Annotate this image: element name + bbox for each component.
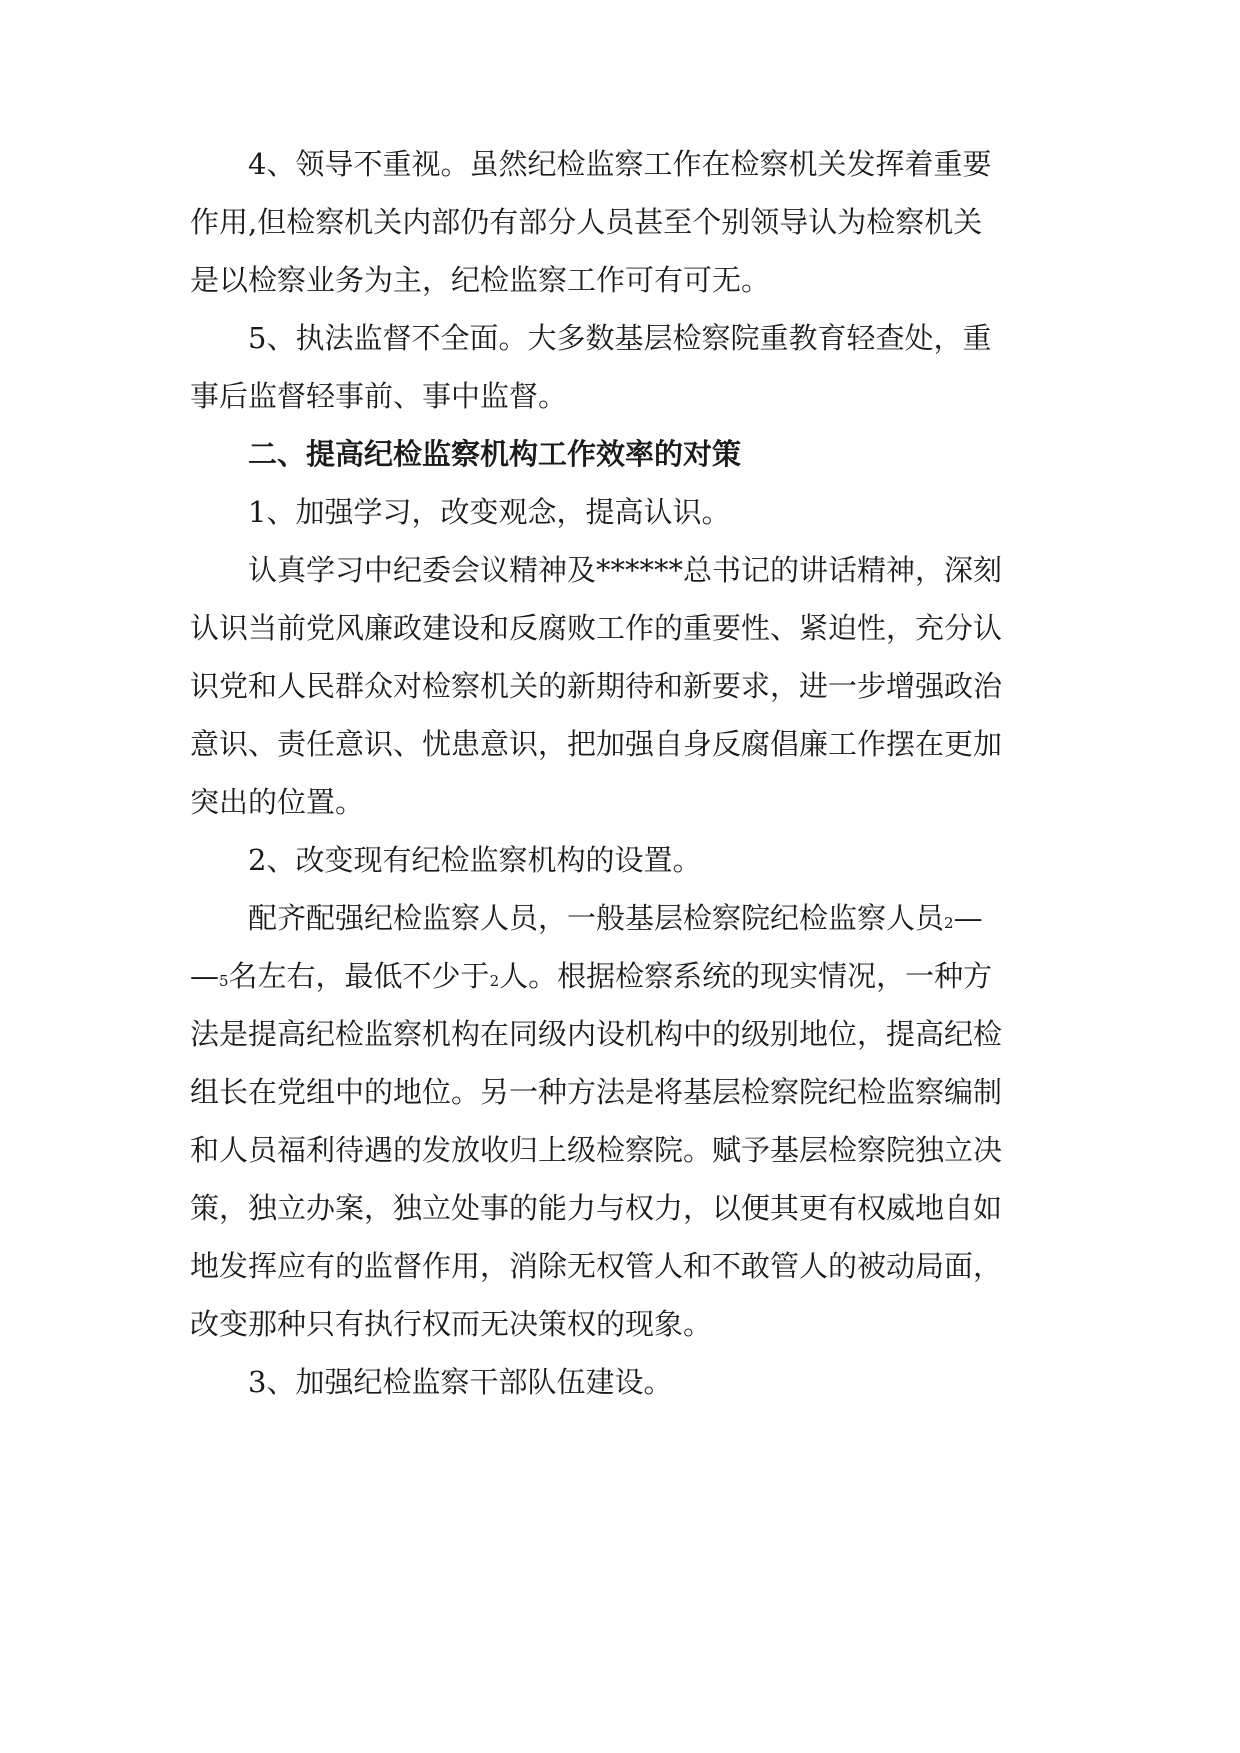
item-1-heading: 1、加强学习，改变观念，提高认识。 [248, 495, 731, 529]
staffing-paragraph-line-3: 法是提高纪检监察机构在同级内设机构中的级别地位，提高纪检 [190, 1017, 1003, 1051]
dash: — [190, 959, 219, 993]
paragraph-4-line-3: 是以检察业务为主，纪检监察工作可有可无。 [190, 263, 771, 297]
staffing-paragraph-line-8: 改变那种只有执行权而无决策权的现象。 [190, 1307, 713, 1341]
paragraph-4-line-1: 4、领导不重视。虽然纪检监察工作在检察机关发挥着重要 [248, 147, 992, 181]
staffing-number-2-min: 2 [489, 972, 500, 990]
paragraph-5-line-1: 5、执法监督不全面。大多数基层检察院重教育轻查处，重 [248, 321, 992, 355]
staffing-paragraph-line-1 [248, 901, 983, 935]
staffing-paragraph-line-2 [190, 959, 993, 993]
paragraph-4-line-2: 作用,但检察机关内部仍有部分人员甚至个别领导认为检察机关 [190, 205, 983, 239]
study-paragraph-line-1: 认真学习中纪委会议精神及******总书记的讲话精神，深刻 [248, 553, 1003, 587]
staffing-line-2-text-a: 名左右，最低不少于 [228, 959, 490, 993]
study-paragraph-line-5: 突出的位置。 [190, 785, 365, 819]
staffing-paragraph-line-4: 组长在党组中的地位。另一种方法是将基层检察院纪检监察编制 [190, 1075, 1003, 1109]
item-2-heading: 2、改变现有纪检监察机构的设置。 [248, 843, 702, 877]
section-heading-2: 二、提高纪检监察机构工作效率的对策 [248, 437, 742, 471]
staffing-number-2: 2 [944, 914, 954, 932]
study-paragraph-line-2: 认识当前党风廉政建设和反腐败工作的重要性、紧迫性，充分认 [190, 611, 1003, 645]
paragraph-5-line-2: 事后监督轻事前、事中监督。 [190, 379, 568, 413]
study-paragraph-line-4: 意识、责任意识、忧患意识，把加强自身反腐倡廉工作摆在更加 [190, 727, 1003, 761]
staffing-number-5: 5 [219, 972, 229, 990]
staffing-paragraph-line-7: 地发挥应有的监督作用，消除无权管人和不敢管人的被动局面， [190, 1249, 1003, 1283]
staffing-paragraph-line-6: 策，独立办案，独立处事的能力与权力，以便其更有权威地自如 [190, 1191, 1003, 1225]
dash: — [953, 901, 983, 935]
staffing-paragraph-line-5: 和人员福利待遇的发放收归上级检察院。赋予基层检察院独立决 [190, 1133, 1003, 1167]
staffing-line-1-text: 配齐配强纪检监察人员，一般基层检察院纪检监察人员 [248, 901, 945, 935]
staffing-line-2-text-b: 人。根据检察系统的现实情况，一种方 [499, 959, 993, 993]
study-paragraph-line-3: 识党和人民群众对检察机关的新期待和新要求，进一步增强政治 [190, 669, 1003, 703]
item-3-heading: 3、加强纪检监察干部队伍建设。 [248, 1365, 673, 1399]
